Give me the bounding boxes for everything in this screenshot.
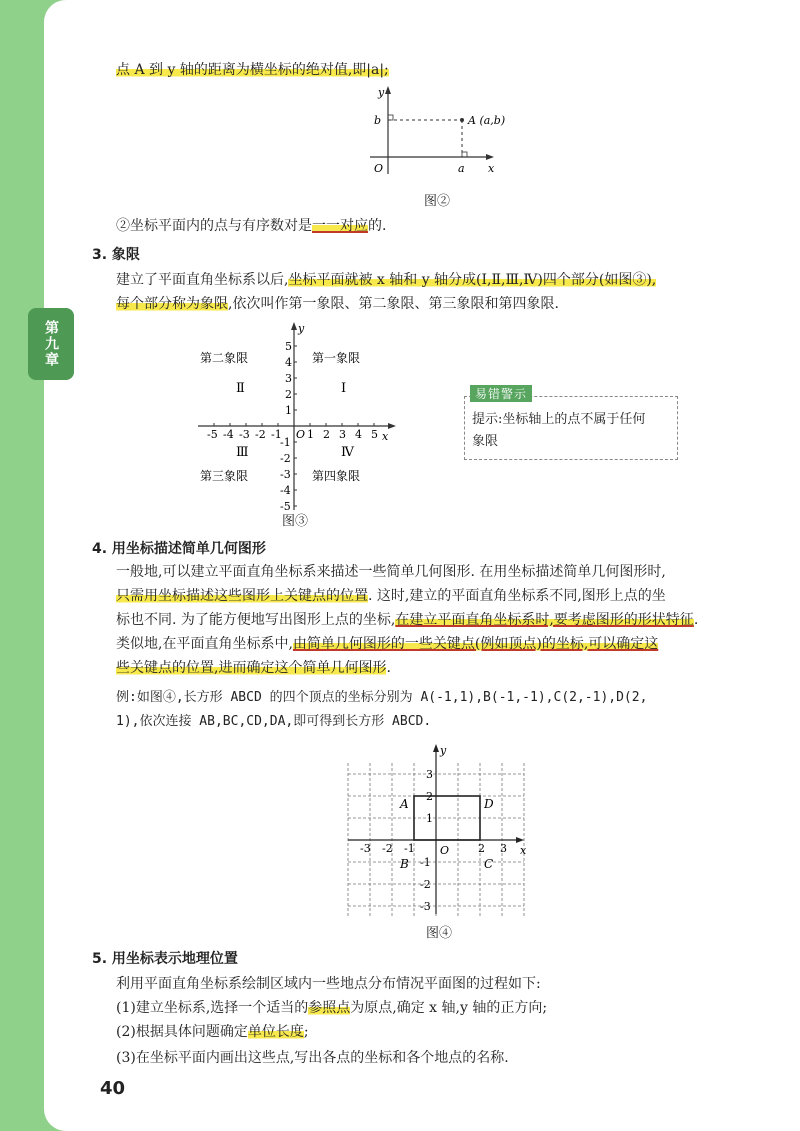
correspondence-line: ②坐标平面内的点与有序数对是一一对应的.	[116, 218, 387, 234]
section-4-p1: 一般地,可以建立平面直角坐标系来描述一些简单几何图形. 在用坐标描述简单几何图形时,	[116, 564, 666, 580]
fig3-y-label: y	[298, 322, 305, 335]
fig2-point-label: A (a,b)	[468, 114, 506, 127]
fig4-point-b: B	[400, 857, 409, 871]
fig3-y-tick-label: -1	[280, 436, 291, 449]
fig3-roman-2: Ⅱ	[236, 381, 245, 396]
fig4-caption: 图④	[426, 926, 453, 941]
section-5-step-3: (3)在坐标平面内画出这些点,写出各点的坐标和各个地点的名称.	[116, 1050, 509, 1066]
fig3-x-tick-label: -3	[239, 428, 250, 441]
section-4-p5: 些关键点的位置,进而确定这个简单几何图形.	[116, 660, 391, 676]
fig2-y-label: y	[378, 86, 385, 99]
fig4-x-tick-label: -2	[382, 842, 393, 855]
fig4-point-a: A	[400, 797, 409, 811]
section-4-heading: 4. 用坐标描述简单几何图形	[92, 541, 266, 557]
fig4-x-tick-label: 3	[500, 842, 507, 855]
fig3-x-tick-label: -5	[207, 428, 218, 441]
section-3-line-2: 每个部分称为象限,依次叫作第一象限、第二象限、第三象限和第四象限.	[116, 296, 559, 312]
warning-tag: 易错警示	[470, 385, 532, 402]
fig3-x-tick-label: 1	[307, 428, 314, 441]
figure-3	[196, 318, 400, 528]
fig3-y-tick-label: 1	[285, 404, 292, 417]
fig3-y-tick-label: -5	[280, 500, 291, 513]
fig4-x-tick-label: -3	[360, 842, 371, 855]
fig3-x-tick-label: -4	[223, 428, 234, 441]
fig4-point-d: D	[484, 797, 494, 811]
warning-line-1: 提示:坐标轴上的点不属于任何	[472, 412, 646, 427]
fig3-x-tick-label: 4	[355, 428, 362, 441]
fig2-a-label: a	[458, 162, 465, 175]
fig3-x-tick-label: -2	[255, 428, 266, 441]
fig3-roman-3: Ⅲ	[236, 445, 249, 460]
top-line	[116, 60, 389, 80]
fig3-y-tick-label: 3	[285, 372, 292, 385]
section-5-heading: 5. 用坐标表示地理位置	[92, 951, 238, 967]
fig2-caption: 图②	[424, 194, 451, 209]
fig3-y-tick-label: 4	[285, 356, 292, 369]
fig3-x-tick-label: 3	[339, 428, 346, 441]
fig2-b-label: b	[374, 114, 382, 127]
fig3-q1-label: 第一象限	[312, 351, 361, 365]
section-3-line-1: 建立了平面直角坐标系以后,坐标平面就被 x 轴和 y 轴分成(Ⅰ,Ⅱ,Ⅲ,Ⅳ)四个部分(如图③),	[116, 272, 657, 288]
fig3-y-tick-label: -2	[280, 452, 291, 465]
chapter-tab[interactable]: 第九章	[28, 308, 74, 380]
section-3-heading: 3. 象限	[92, 247, 140, 263]
top-line-text: 点 A 到 y 轴的距离为横坐标的绝对值,即|a|;	[116, 62, 389, 78]
example-line-2: 1),依次连接 AB,BC,CD,DA,即可得到长方形 ABCD.	[116, 714, 432, 729]
fig3-x-tick-label: 5	[371, 428, 378, 441]
fig3-y-tick-label: -4	[280, 484, 291, 497]
section-4-p3: 标也不同. 为了能方便地写出图形上点的坐标,在建立平面直角坐标系时,要考虑图形的形状特征.	[116, 612, 699, 628]
fig3-y-tick-label: 2	[285, 388, 292, 401]
fig4-x-label: x	[520, 844, 527, 857]
fig3-roman-4: Ⅳ	[341, 445, 354, 460]
fig3-origin-label: O	[296, 428, 306, 441]
fig3-roman-1: Ⅰ	[341, 381, 347, 396]
fig4-point-c: C	[484, 857, 494, 871]
figure-4	[344, 742, 540, 918]
section-5-p1: 利用平面直角坐标系绘制区域内一些地点分布情况平面图的过程如下:	[116, 976, 541, 992]
fig3-x-tick-label: -1	[271, 428, 282, 441]
fig4-y-tick-label: 2	[426, 790, 433, 803]
example-line-1: 例:如图④,长方形 ABCD 的四个顶点的坐标分别为 A(-1,1),B(-1,-1),C(2,-1),D(2,	[116, 690, 648, 705]
fig3-y-tick-label: -3	[280, 468, 291, 481]
warning-line-2: 象限	[472, 434, 499, 449]
page-number: 40	[100, 1078, 126, 1099]
fig4-x-tick-label: 2	[478, 842, 485, 855]
fig4-y-tick-label: -1	[420, 856, 431, 869]
fig3-q4-label: 第四象限	[312, 469, 361, 483]
fig4-y-tick-label: 1	[426, 812, 433, 825]
section-4-p4: 类似地,在平面直角坐标系中,由简单几何图形的一些关键点(例如顶点)的坐标,可以确定这	[116, 636, 659, 652]
fig3-q3-label: 第三象限	[200, 469, 249, 483]
fig2-x-label: x	[488, 162, 495, 175]
fig4-y-tick-label: -2	[420, 878, 431, 891]
fig3-x-label: x	[382, 430, 389, 443]
fig3-caption: 图③	[282, 514, 309, 529]
fig3-q2-label: 第二象限	[200, 351, 249, 365]
fig3-y-tick-label: 5	[285, 340, 292, 353]
fig4-x-tick-label: -1	[404, 842, 415, 855]
section-5-step-2: (2)根据具体问题确定单位长度;	[116, 1024, 309, 1040]
section-5-step-1: (1)建立坐标系,选择一个适当的参照点为原点,确定 x 轴,y 轴的正方向;	[116, 1000, 548, 1016]
fig4-y-tick-label: -3	[420, 900, 431, 913]
fig3-x-tick-label: 2	[323, 428, 330, 441]
section-4-p2: 只需用坐标描述这些图形上关键点的位置. 这时,建立的平面直角坐标系不同,图形上点的坐	[116, 588, 666, 604]
fig2-origin-label: O	[374, 162, 384, 175]
fig4-y-tick-label: 3	[426, 768, 433, 781]
figure-2	[360, 82, 510, 182]
fig4-y-label: y	[440, 744, 447, 757]
fig4-origin-label: O	[440, 844, 450, 857]
